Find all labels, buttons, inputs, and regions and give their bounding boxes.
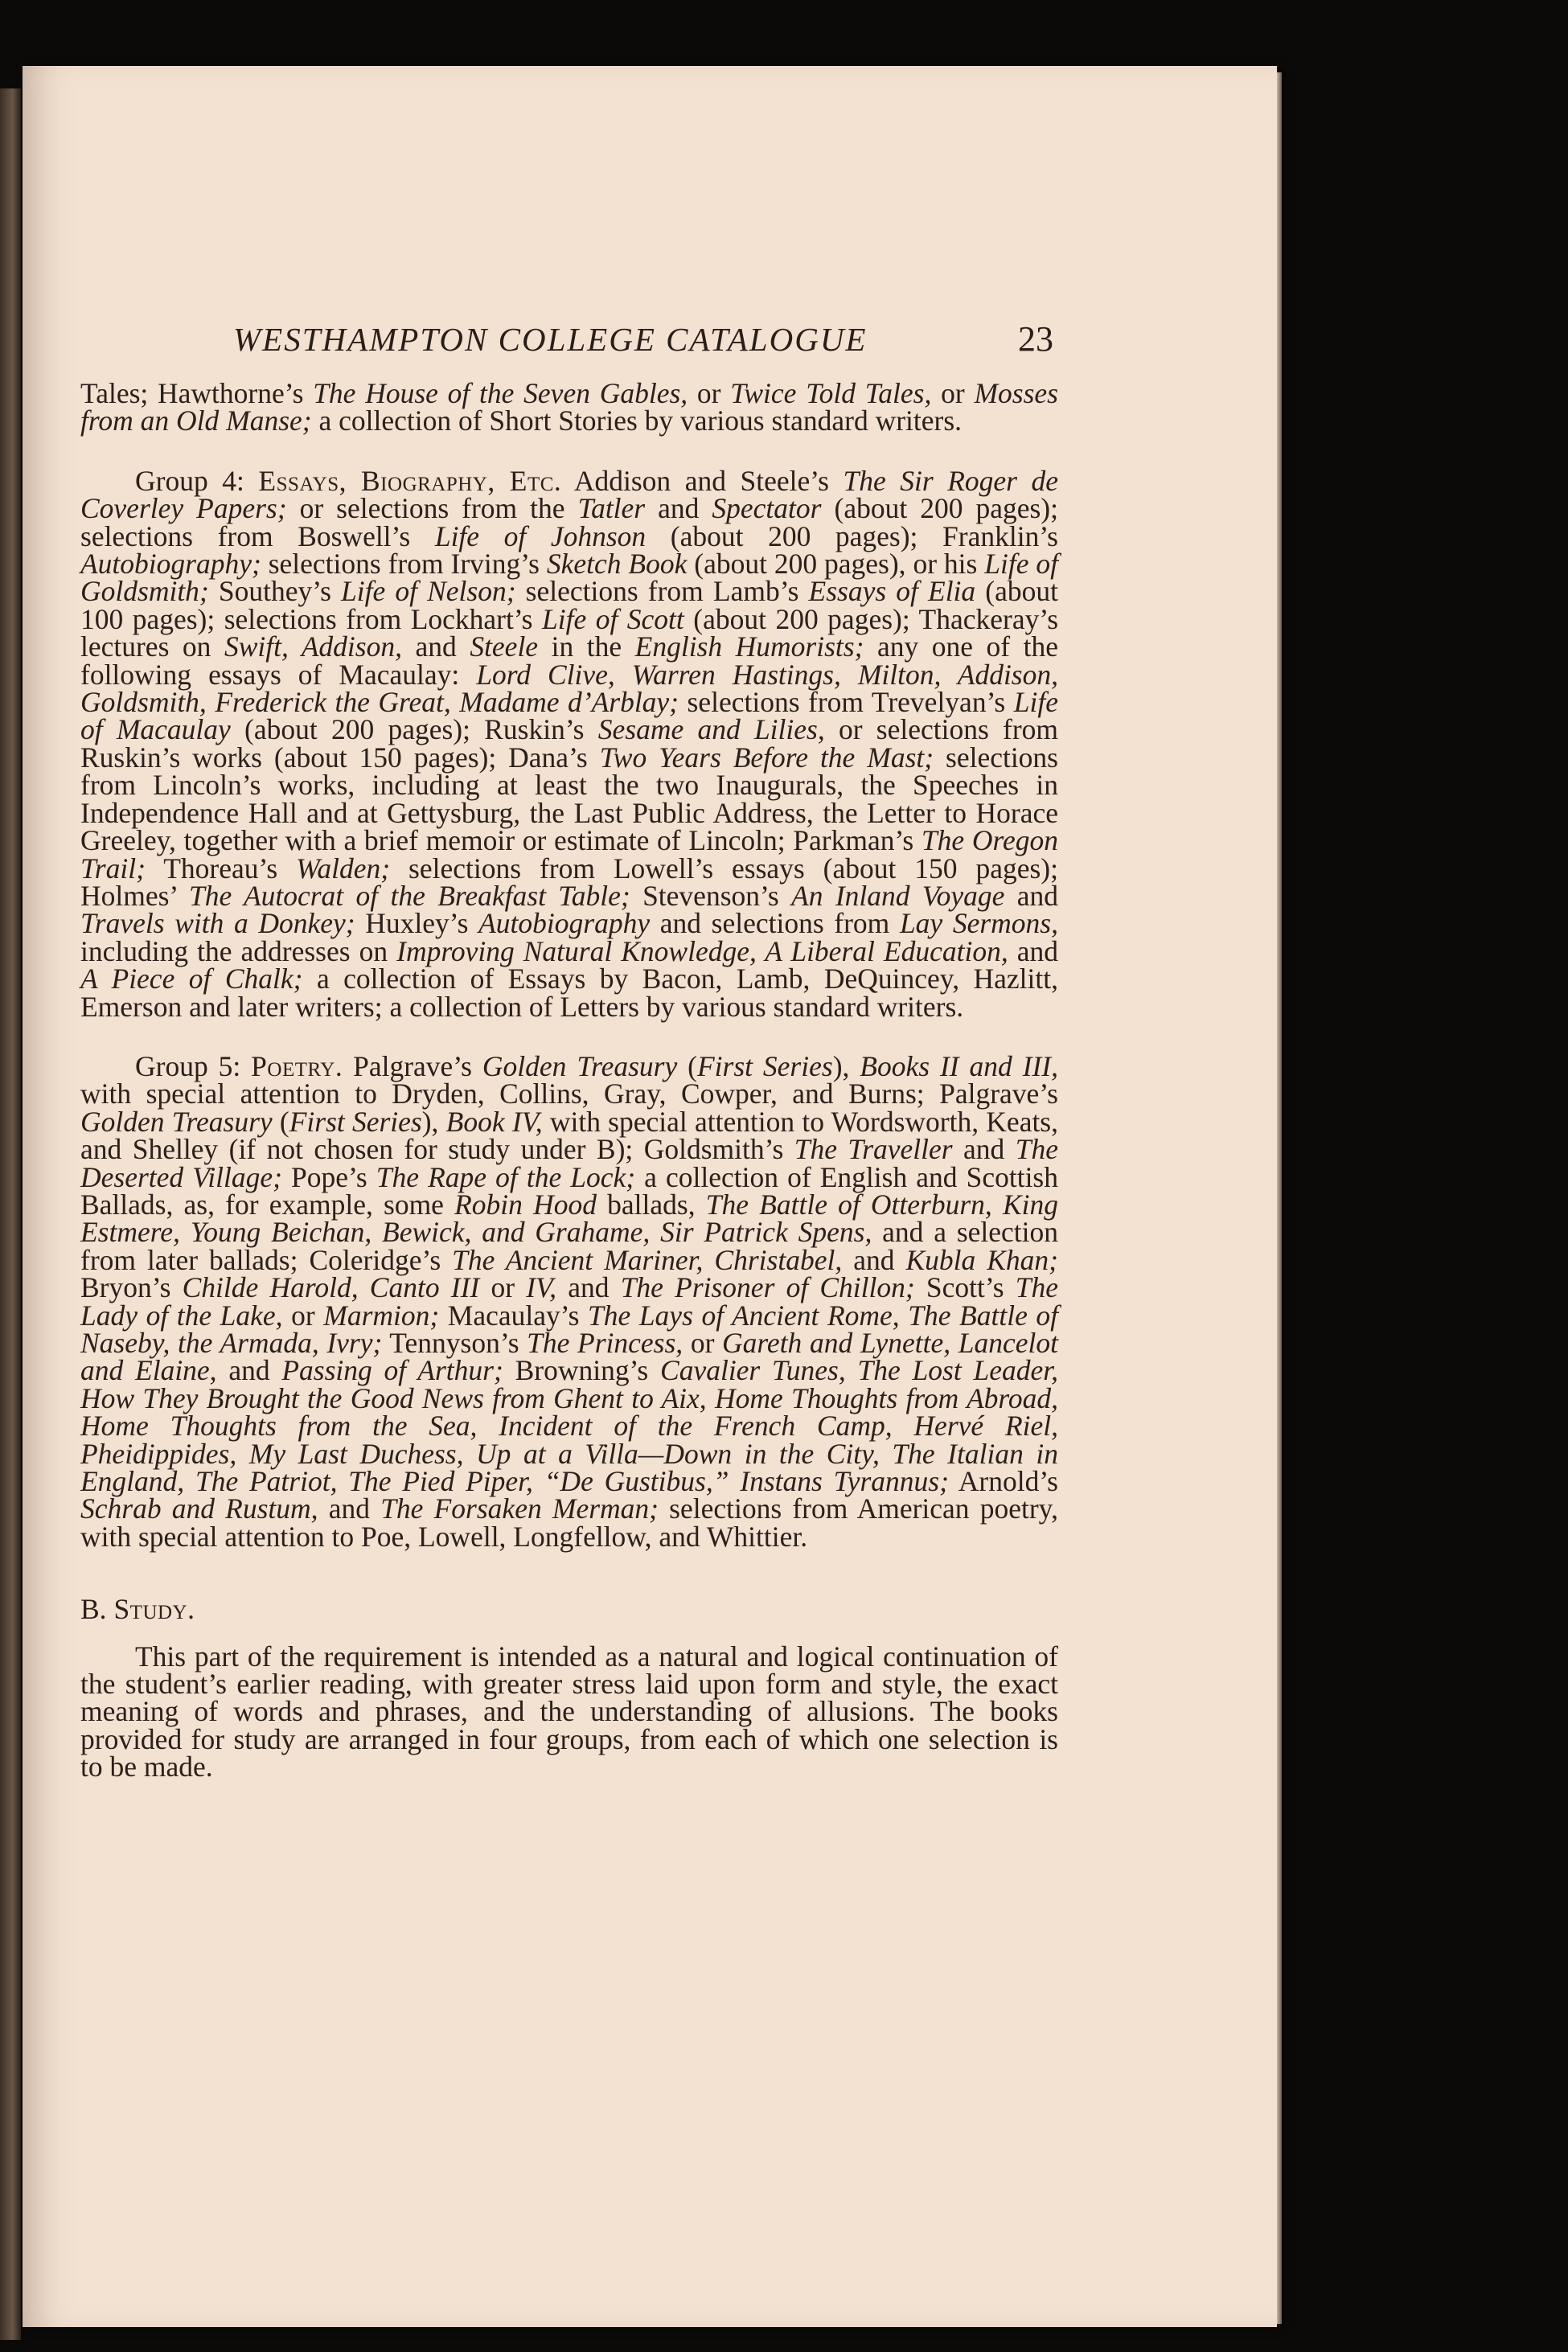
running-header [233, 315, 1053, 363]
group-5-label: Group 5: [135, 1049, 252, 1082]
section-b-paragraph: This part of the requirement is intended as a natural and logical continuation of the student’s earlier reading, with greater stress laid upon form and style, the exact meaning of words and phrases, and the understanding of allusions. The books provided for study are arranged in four groups, from each of which one selection is to be made. [80, 1640, 1058, 1783]
continuation-paragraph: Tales; Hawthorne’s The House of the Seven Gables, or Twice Told Tales, or Mosses from an Old Manse; a collection of Short Stories by various standard writers. [80, 377, 1058, 437]
previous-page-edge [0, 88, 21, 2340]
section-b-heading: B. Study. [80, 1593, 195, 1626]
running-header-title: WESTHAMPTON COLLEGE CATALOGUE [233, 321, 868, 358]
group-5-heading: Poetry. [251, 1049, 343, 1082]
group-4-heading: Essays, Biography, Etc. [258, 464, 562, 497]
group-5-paragraph: Group 5: Poetry. Palgrave’s Golden Treasury (First Series), Books II and III, with special attention to Dryden, Collins, Gray, Cowper, and Burns; Palgrave’s Golden Treasury (First Series), Book IV, with special attention to Wordsworth, Keats, and Shelley (if not chosen for study under B); Goldsmith’s The Traveller and The Deserted Village; Pope’s The Rape of the Lock; a collection of English and Scottish Ballads, as, for example, some Robin Hood ballads, The Battle of Otterburn, King Estmere, Young Beichan, Bewick, and Grahame, Sir Patrick Spens, and a selection from later ballads; Coleridge’s The Ancient Mariner, Christabel, and Kubla Khan; Bryon’s Childe Harold, Canto III or IV, and The Prisoner of Chillon; Scott’s The Lady of the Lake, or Marmion; Macaulay’s The Lays of Ancient Rome, The Battle of Naseby, the Armada, Ivry; Tennyson’s The Princess, or Gareth and Lynette, Lancelot and Elaine, and Passing of Arthur; Browning’s Cavalier Tunes, The Lost Leader, How They Brought the Good News from Ghent to Aix, Home Thoughts from Abroad, Home Thoughts from the Sea, Incident of the French Camp, Hervé Riel, Pheidippides, My Last Duchess, Up at a Villa—Down in the City, The Italian in England, The Patriot, The Pied Piper, “De Gustibus,” Instans Tyrannus; Arnold’s Schrab and Rustum, and The Forsaken Merman; selections from American poetry, with special attention to Poe, Lowell, Longfellow, and Whittier. [80, 1049, 1059, 1553]
page-edge-shadow [1277, 72, 1282, 2324]
group-4-label: Group 4: [135, 464, 259, 497]
page-number: 23 [1018, 319, 1053, 359]
page-body [80, 377, 1059, 1783]
group-4-paragraph: Group 4: Essays, Biography, Etc. Addison and Steele’s The Sir Roger de Coverley Papers; or selections from the Tatler and Spectator (about 200 pages); selections from Boswell’s Life of Johnson (about 200 pages); Franklin’s Autobiography; selections from Irving’s Sketch Book (about 200 pages), or his Life of Goldsmith; Southey’s Life of Nelson; selections from Lamb’s Essays of Elia (about 100 pages); selections from Lockhart’s Life of Scott (about 200 pages); Thackeray’s lectures on Swift, Addison, and Steele in the English Humorists; any one of the following essays of Macaulay: Lord Clive, Warren Hastings, Milton, Addison, Goldsmith, Frederick the Great, Madame d’Arblay; selections from Trevelyan’s Life of Macaulay (about 200 pages); Ruskin’s Sesame and Lilies, or selections from Ruskin’s works (about 150 pages); Dana’s Two Years Before the Mast; selections from Lincoln’s works, including at least the two Inaugurals, the Speeches in Independence Hall and at Gettysburg, the Last Public Address, the Letter to Horace Greeley, together with a brief memoir or estimate of Lincoln; Parkman’s The Oregon Trail; Thoreau’s Walden; selections from Lowell’s essays (about 150 pages); Holmes’ The Autocrat of the Breakfast Table; Stevenson’s An Inland Voyage and Travels with a Donkey; Huxley’s Autobiography and selections from Lay Sermons, including the addresses on Improving Natural Knowledge, A Liberal Education, and A Piece of Chalk; a collection of Essays by Bacon, Lamb, DeQuincey, Hazlitt, Emerson and later writers; a collection of Letters by various standard writers. [80, 464, 1059, 1023]
